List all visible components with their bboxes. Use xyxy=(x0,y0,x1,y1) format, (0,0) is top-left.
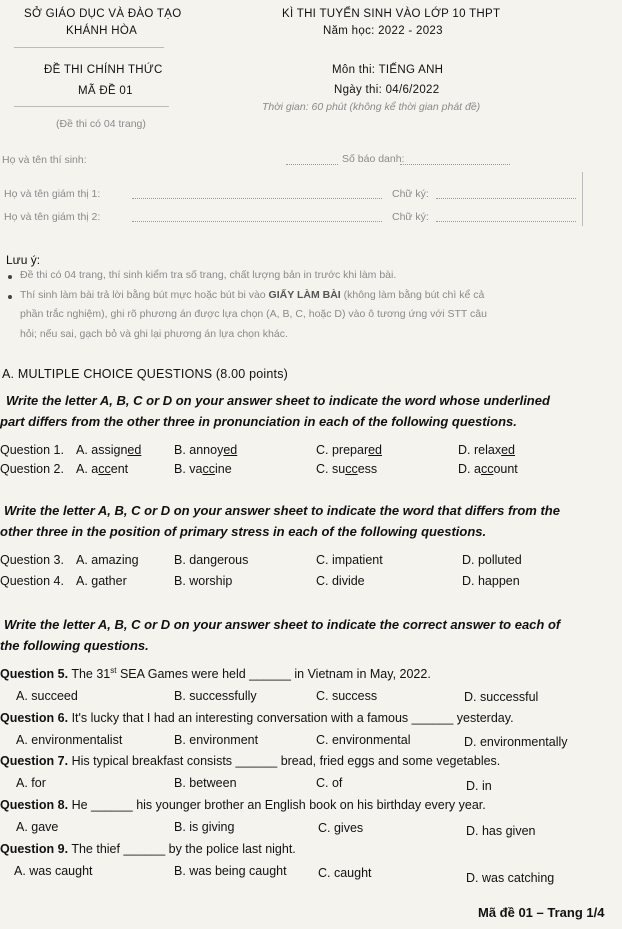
exam-code: MÃ ĐỀ 01 xyxy=(78,85,133,97)
q6-option-a: A. environmentalist xyxy=(16,733,123,747)
dotted-line xyxy=(132,198,382,199)
department-name: SỞ GIÁO DỤC VÀ ĐÀO TẠO xyxy=(24,8,182,20)
invigilator2-label: Họ và tên giám thị 2: xyxy=(4,211,101,223)
candidate-name-label: Họ và tên thí sinh: xyxy=(2,154,87,166)
q7-option-c: C. of xyxy=(316,776,343,790)
q5-option-d: D. successful xyxy=(464,690,539,704)
q2-option-d: D. account xyxy=(458,462,518,476)
q9-option-a: A. was caught xyxy=(14,864,93,878)
signature1-label: Chữ ký: xyxy=(392,188,429,200)
official-exam-label: ĐỀ THI CHÍNH THỨC xyxy=(44,64,163,76)
question-1-label: Question 1. xyxy=(0,443,64,457)
q3-option-b: B. dangerous xyxy=(174,553,249,567)
q6-option-c: C. environmental xyxy=(316,733,411,747)
divider xyxy=(14,106,169,107)
q7-option-d: D. in xyxy=(466,779,492,793)
q3-option-a: A. amazing xyxy=(76,553,139,567)
signature2-label: Chữ ký: xyxy=(392,211,429,223)
dotted-line xyxy=(436,198,576,199)
time-note: Thời gian: 60 phút (không kể thời gian phát đề) xyxy=(262,101,481,113)
province-name: KHÁNH HÒA xyxy=(66,25,138,37)
divider xyxy=(14,47,164,48)
instruction-pronunciation-2: part differs from the other three in pronunciation in each of the following questions. xyxy=(0,414,517,429)
q1-option-a: A. assigned xyxy=(76,443,142,457)
pages-note: (Đề thi có 04 trang) xyxy=(56,118,146,130)
note-item-2: Thí sinh làm bài trả lời bằng bút mực hoặc bút bi vào GIẤY LÀM BÀI (không làm bằng bút chì kể cả xyxy=(20,289,485,301)
q8-option-d: D. has given xyxy=(466,824,536,838)
q4-option-c: C. divide xyxy=(316,574,365,588)
exam-title: KÌ THI TUYỂN SINH VÀO LỚP 10 THPT xyxy=(282,8,501,20)
instruction-stress-1: Write the letter A, B, C or D on your answer sheet to indicate the word that differs from the xyxy=(4,503,560,518)
box-edge xyxy=(582,204,583,226)
q4-option-a: A. gather xyxy=(76,574,127,588)
bullet xyxy=(8,295,12,299)
note-item-1: Đề thi có 04 trang, thí sinh kiểm tra số trang, chất lượng bản in trước khi làm bài. xyxy=(20,269,397,281)
question-2-label: Question 2. xyxy=(0,462,64,476)
instruction-stress-2: other three in the position of primary stress in each of the following questions. xyxy=(0,524,487,539)
candidate-number-label: Số báo danh: xyxy=(342,153,405,165)
invigilator1-label: Họ và tên giám thị 1: xyxy=(4,188,101,200)
q9-option-d: D. was catching xyxy=(466,871,555,885)
question-3-label: Question 3. xyxy=(0,553,64,567)
q8-option-a: A. gave xyxy=(16,820,59,834)
q1-option-d: D. relaxed xyxy=(458,443,515,457)
emphasis-text: GIẤY LÀM BÀI xyxy=(268,289,341,301)
q4-option-d: D. happen xyxy=(462,574,520,588)
q6-option-b: B. environment xyxy=(174,733,259,747)
q9-option-b: B. was being caught xyxy=(174,864,287,878)
question-7: Question 7. His typical breakfast consists ______ bread, fried eggs and some vegetables. xyxy=(0,754,501,768)
page-footer: Mã đề 01 – Trang 1/4 xyxy=(478,905,605,920)
dotted-line xyxy=(436,221,576,222)
q7-option-a: A. for xyxy=(16,776,46,790)
subject: Môn thi: TIẾNG ANH xyxy=(332,64,444,76)
q2-option-c: C. success xyxy=(316,462,378,476)
q6-option-d: D. environmentally xyxy=(464,735,568,749)
box-edge xyxy=(582,172,583,208)
q9-option-c: C. caught xyxy=(318,866,372,880)
instruction-answer-2: the following questions. xyxy=(0,638,149,653)
dotted-line xyxy=(400,164,510,165)
q8-option-c: C. gives xyxy=(318,821,364,835)
dotted-line xyxy=(286,164,338,165)
q3-option-c: C. impatient xyxy=(316,553,383,567)
instruction-answer-1: Write the letter A, B, C or D on your answer sheet to indicate the correct answer to each of xyxy=(4,617,561,632)
instruction-pronunciation-1: Write the letter A, B, C or D on your answer sheet to indicate the word whose underlined xyxy=(6,393,550,408)
q7-option-b: B. between xyxy=(174,776,237,790)
q2-option-a: A. accent xyxy=(76,462,129,476)
school-year: Năm học: 2022 - 2023 xyxy=(323,25,443,37)
q2-option-b: B. vaccine xyxy=(174,462,232,476)
notes-heading: Lưu ý: xyxy=(6,253,41,267)
question-9: Question 9. The thief ______ by the police last night. xyxy=(0,842,296,856)
q4-option-b: B. worship xyxy=(174,574,233,588)
question-8: Question 8. He ______ his younger brother an English book on his birthday every year. xyxy=(0,798,486,812)
question-6: Question 6. It's lucky that I had an interesting conversation with a famous ______ yesterday. xyxy=(0,711,514,725)
note-item-2-cont: phần trắc nghiệm), ghi rõ phương án được lựa chọn (A, B, C, hoặc D) vào ô tương ứng với STT câu xyxy=(20,308,487,320)
q8-option-b: B. is giving xyxy=(174,820,235,834)
exam-date: Ngày thi: 04/6/2022 xyxy=(334,84,440,96)
section-a-title: A. MULTIPLE CHOICE QUESTIONS (8.00 points) xyxy=(2,367,289,381)
note-item-2-end: hỏi; nếu sai, gạch bỏ và ghi lại phương án lựa chọn khác. xyxy=(20,328,288,340)
dotted-line xyxy=(132,221,382,222)
question-4-label: Question 4. xyxy=(0,574,64,588)
bullet xyxy=(8,275,12,279)
q1-option-c: C. prepared xyxy=(316,443,383,457)
q5-option-c: C. success xyxy=(316,689,378,703)
q3-option-d: D. polluted xyxy=(462,553,522,567)
q1-option-b: B. annoyed xyxy=(174,443,238,457)
q5-option-a: A. succeed xyxy=(16,689,78,703)
q5-option-b: B. successfully xyxy=(174,689,257,703)
question-5: Question 5. The 31st SEA Games were held ______ in Vietnam in May, 2022. xyxy=(0,666,431,682)
